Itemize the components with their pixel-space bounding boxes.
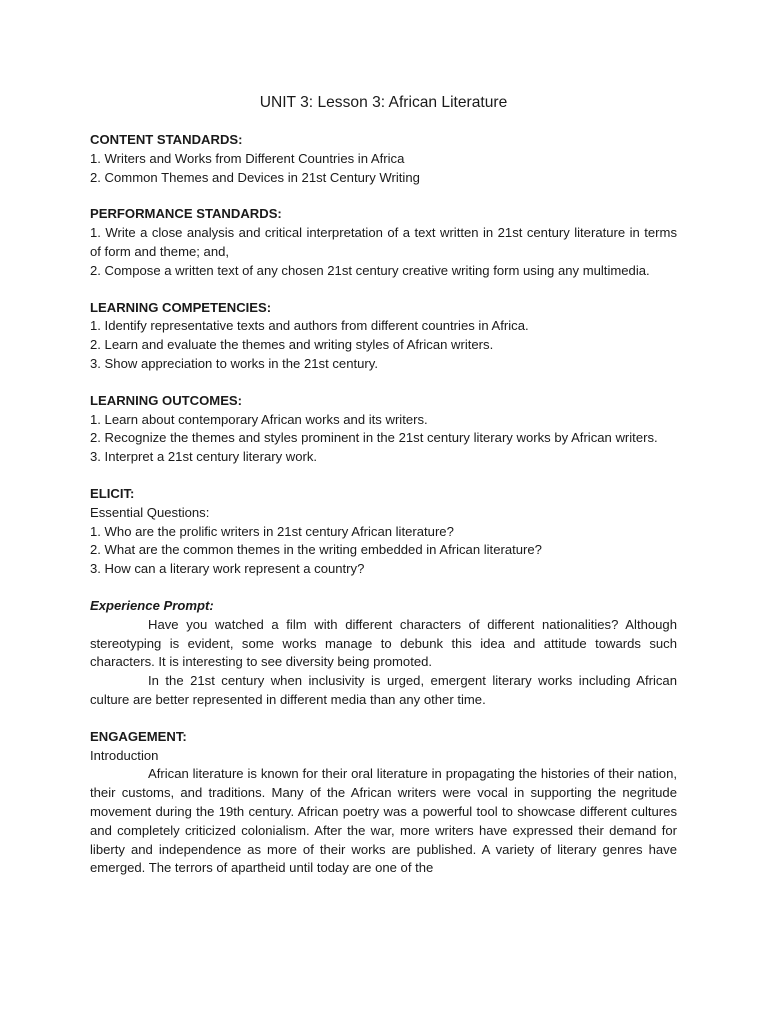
list-item: 1. Identify representative texts and authors from different countries in Africa. [90,318,529,334]
elicit-heading: ELICIT: [90,485,135,501]
list-item: 2. Compose a written text of any chosen 21st century creative writing form using any multimedia. [90,262,650,278]
list-item: 2. Recognize the themes and styles prominent in the 21st century literary works by African writers. [90,430,658,446]
content-standards-heading: CONTENT STANDARDS: [90,132,243,147]
introduction-label: Introduction [90,747,159,763]
performance-standards-heading: PERFORMANCE STANDARDS: [90,206,282,222]
list-item: 3. How can a literary work represent a country? [90,561,365,577]
list-item: 1. Learn about contemporary African works and its writers. [90,411,428,427]
page-title: UNIT 3: Lesson 3: African Literature [259,94,508,111]
document-page [90,92,677,896]
list-item: 1. Write a close analysis and critical interpretation of a text written in 21st century literature in terms of form and theme; and, [90,225,677,259]
paragraph: Have you watched a film with different characters of different nationalities? Although stereotyping is evident, some works manage to debunk this idea and attitude towards such characters. It is interesting to see diversity being promoted. [90,616,677,670]
learning-outcomes-heading: LEARNING OUTCOMES: [90,392,243,408]
learning-outcomes-section [90,392,677,467]
learning-competencies-section [90,299,677,374]
paragraph: African literature is known for their oral literature in propagating the histories of their nation, their customs, and traditions. Many of the African writers were vocal in supporting the negritude movement during the 19th century. African poetry was a powerful tool to showcase different cultures and completely criticized colonialism. After the war, more writers have expressed their demand for liberty and independence as more of their works are published. A variety of literary genres have emerged. The terrors of apartheid until today are one of the [90,766,677,876]
list-item: 3. Interpret a 21st century literary work. [90,449,318,465]
engagement-section [90,728,677,878]
list-item: 1. Writers and Works from Different Countries in Africa [90,150,405,166]
experience-prompt-heading: Experience Prompt: [90,597,214,613]
list-item: 3. Show appreciation to works in the 21st century. [90,355,378,371]
paragraph: In the 21st century when inclusivity is urged, emergent literary works including African culture are better represented in different media than any other time. [90,673,677,707]
list-item: 1. Who are the prolific writers in 21st century African literature? [90,523,454,539]
performance-standards-section [90,205,677,280]
list-item: 2. Learn and evaluate the themes and writing styles of African writers. [90,337,494,353]
elicit-section [90,485,677,579]
content-standards-section [90,131,677,187]
list-item: 2. What are the common themes in the writing embedded in African literature? [90,542,542,558]
essential-questions-label: Essential Questions: [90,504,210,520]
engagement-heading: ENGAGEMENT: [90,728,187,744]
learning-competencies-heading: LEARNING COMPETENCIES: [90,299,272,315]
experience-prompt-section [90,597,677,710]
list-item: 2. Common Themes and Devices in 21st Century Writing [90,169,420,185]
